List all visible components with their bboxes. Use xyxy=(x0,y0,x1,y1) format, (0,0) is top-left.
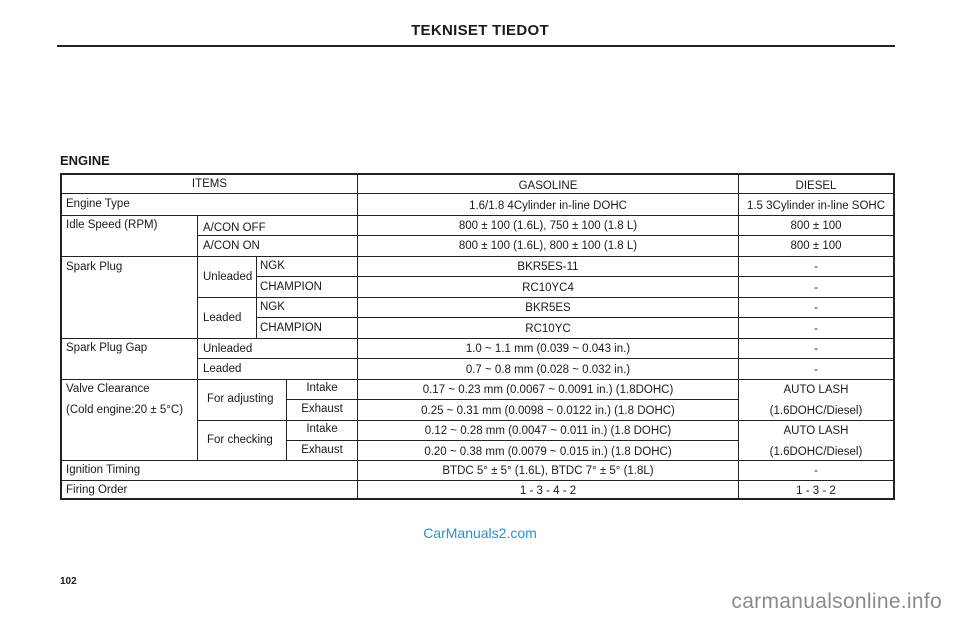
spark-plug-leaded-label: Leaded xyxy=(203,312,242,324)
spark-plug-gap-diesel: - xyxy=(814,343,818,355)
acon-off-diesel: 800 ± 100 xyxy=(790,220,842,232)
valve-clearance-gasoline: 0.12 ~ 0.28 mm (0.0047 ~ 0.011 in.) (1.8 DOHC) xyxy=(424,425,672,437)
page-title: TEKNISET TIEDOT xyxy=(411,22,549,39)
row-divider xyxy=(197,297,893,298)
row-divider xyxy=(256,276,893,277)
row-divider xyxy=(197,420,893,421)
section-title: ENGINE xyxy=(60,153,110,168)
row-divider xyxy=(62,460,893,461)
row-divider xyxy=(62,215,893,216)
spark-plug-gap-gasoline: 0.7 ~ 0.8 mm (0.028 ~ 0.032 in.) xyxy=(465,364,631,376)
header-items: ITEMS xyxy=(191,178,228,190)
row-divider xyxy=(62,480,893,481)
idle-speed-label: Idle Speed (RPM) xyxy=(66,219,158,231)
acon-on-gasoline: 800 ± 100 (1.6L), 800 ± 100 (1.8 L) xyxy=(458,240,638,252)
row-divider xyxy=(62,256,893,257)
engine-type-diesel: 1.5 3Cylinder in-line SOHC xyxy=(746,200,886,212)
firing-order-label: Firing Order xyxy=(66,484,128,496)
footer-watermark: carmanualsonline.info xyxy=(731,590,942,613)
valve-clearance-diesel: (1.6DOHC/Diesel) xyxy=(769,446,863,458)
row-divider xyxy=(197,358,893,359)
for-checking-label: For checking xyxy=(207,434,273,446)
spark-plug-gap-diesel: - xyxy=(814,364,818,376)
row-divider xyxy=(286,399,738,400)
row-divider xyxy=(62,338,893,339)
for-adjusting-label: For adjusting xyxy=(207,393,274,405)
spark-plug-gasoline: BKR5ES xyxy=(525,302,571,314)
valve-clearance-diesel: AUTO LASH xyxy=(783,425,849,437)
ignition-timing-diesel: - xyxy=(814,465,818,477)
spark-plug-gasoline: RC10YC xyxy=(525,323,571,335)
spark-plug-diesel: - xyxy=(814,261,818,273)
spark-plug-gap-label: Spark Plug Gap xyxy=(66,342,148,354)
spark-plug-brand: NGK xyxy=(260,260,285,272)
engine-spec-table xyxy=(60,173,895,500)
valve-clearance-gasoline: 0.25 ~ 0.31 mm (0.0098 ~ 0.0122 in.) (1.8 DOHC) xyxy=(421,405,675,417)
spark-plug-gap-type: Leaded xyxy=(203,363,242,375)
valve-clearance-gasoline: 0.17 ~ 0.23 mm (0.0067 ~ 0.0091 in.) (1.8DOHC) xyxy=(422,384,674,396)
spark-plug-gasoline: RC10YC4 xyxy=(522,282,574,294)
ignition-timing-gasoline: BTDC 5° ± 5° (1.6L), BTDC 7° ± 5° (1.8L) xyxy=(442,465,654,477)
row-divider xyxy=(62,193,893,194)
row-divider xyxy=(62,379,893,380)
firing-order-diesel: 1 - 3 - 2 xyxy=(796,485,836,497)
row-divider xyxy=(197,235,893,236)
title-divider xyxy=(57,45,895,47)
valve-type: Intake xyxy=(306,382,338,394)
acon-on-diesel: 800 ± 100 xyxy=(790,240,842,252)
engine-type-label: Engine Type xyxy=(66,198,130,210)
row-divider xyxy=(256,317,893,318)
valve-clearance-label: Valve Clearance xyxy=(66,383,150,395)
acon-off-label: A/CON OFF xyxy=(203,222,266,234)
spark-plug-gap-gasoline: 1.0 ~ 1.1 mm (0.039 ~ 0.043 in.) xyxy=(465,343,631,355)
header-diesel: DIESEL xyxy=(795,180,837,192)
valve-clearance-gasoline: 0.20 ~ 0.38 mm (0.0079 ~ 0.015 in.) (1.8 DOHC) xyxy=(424,446,672,458)
spark-plug-label: Spark Plug xyxy=(66,261,123,273)
acon-on-label: A/CON ON xyxy=(203,240,260,252)
valve-clearance-diesel: AUTO LASH xyxy=(783,384,849,396)
valve-type: Intake xyxy=(306,423,338,435)
spark-plug-unleaded-label: Unleaded xyxy=(203,271,253,283)
header-gasoline: GASOLINE xyxy=(518,180,578,192)
valve-type: Exhaust xyxy=(301,444,343,456)
spark-plug-brand: CHAMPION xyxy=(260,281,322,293)
row-divider xyxy=(286,440,738,441)
engine-type-gasoline: 1.6/1.8 4Cylinder in-line DOHC xyxy=(469,200,627,212)
spark-plug-brand: NGK xyxy=(260,301,285,313)
spark-plug-gasoline: BKR5ES-11 xyxy=(517,261,579,273)
page-number: 102 xyxy=(60,576,77,587)
spark-plug-diesel: - xyxy=(814,282,818,294)
valve-type: Exhaust xyxy=(301,403,343,415)
acon-off-gasoline: 800 ± 100 (1.6L), 750 ± 100 (1.8 L) xyxy=(458,220,638,232)
valve-clearance-diesel: (1.6DOHC/Diesel) xyxy=(769,405,863,417)
spark-plug-diesel: - xyxy=(814,302,818,314)
spark-plug-brand: CHAMPION xyxy=(260,322,322,334)
watermark: CarManuals2.com xyxy=(423,525,537,541)
valve-clearance-sublabel: (Cold engine:20 ± 5°C) xyxy=(66,404,184,416)
ignition-timing-label: Ignition Timing xyxy=(66,464,141,476)
spark-plug-gap-type: Unleaded xyxy=(203,343,253,355)
spark-plug-diesel: - xyxy=(814,323,818,335)
firing-order-gasoline: 1 - 3 - 4 - 2 xyxy=(519,485,577,497)
